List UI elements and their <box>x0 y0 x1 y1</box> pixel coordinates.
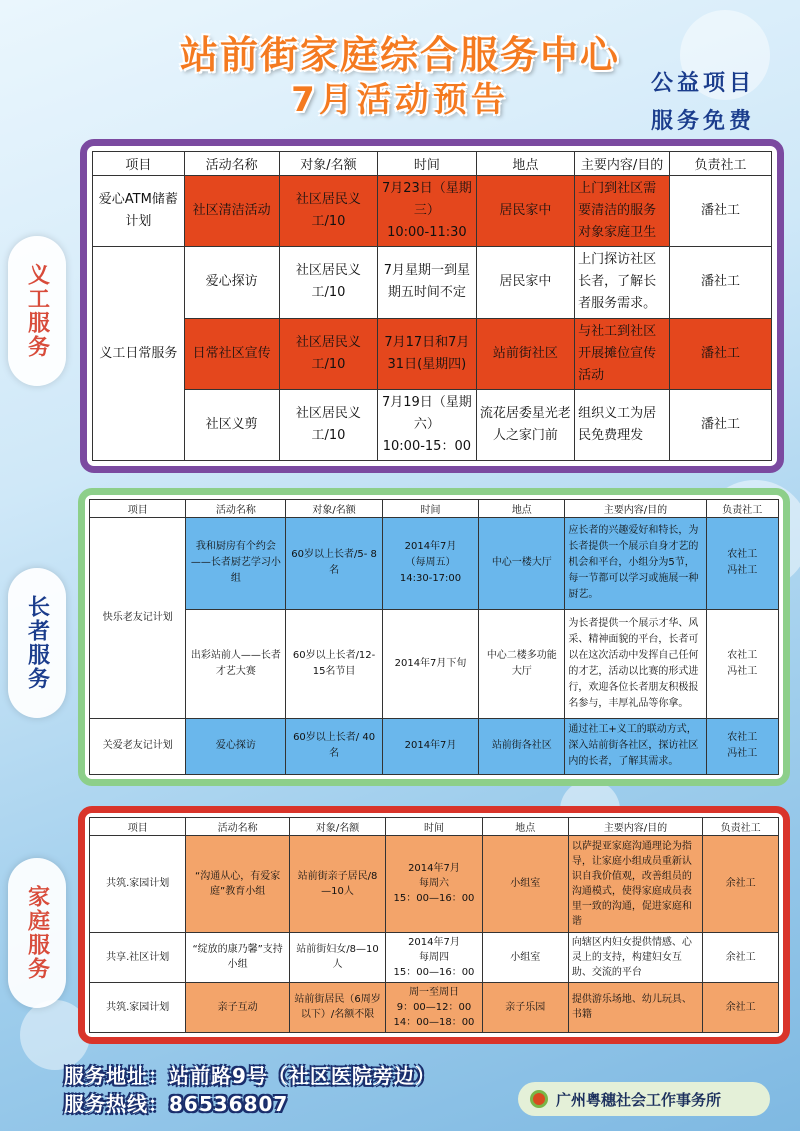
table-row <box>93 247 772 318</box>
family-section-label: 家庭服务 <box>8 858 66 1008</box>
content-cell: 组织义工为居民免费理发 <box>575 389 670 460</box>
place-cell: 流花居委星光老人之家门前 <box>476 389 574 460</box>
project-cell: 共筑.家园计划 <box>90 836 186 933</box>
activity-cell: 日常社区宣传 <box>184 318 279 389</box>
target-cell: 60岁以上长者/12-15名节目 <box>286 609 382 718</box>
family-table <box>89 817 779 1033</box>
target-cell: 站前街亲子居民/8—10人 <box>289 836 385 933</box>
table-row <box>90 518 779 610</box>
staff-cell: 潘社工 <box>670 176 772 247</box>
col-header-content: 主要内容/目的 <box>568 818 702 836</box>
activity-cell: 社区义剪 <box>184 389 279 460</box>
col-header-place: 地点 <box>482 818 568 836</box>
time-cell: 7月19日（星期六） 10:00-15：00 <box>378 389 476 460</box>
time-cell: 7月星期一到星期五时间不定 <box>378 247 476 318</box>
col-header-target: 对象/名额 <box>279 152 377 176</box>
place-cell: 小组室 <box>482 932 568 982</box>
staff-cell: 余社工 <box>703 982 779 1032</box>
table-row <box>90 609 779 718</box>
time-cell: 周一至周日 9：00—12：00 14：00—18：00 <box>386 982 482 1032</box>
target-cell: 社区居民义工/10 <box>279 318 377 389</box>
target-cell: 社区居民义工/10 <box>279 389 377 460</box>
col-header-time: 时间 <box>382 500 478 518</box>
content-cell: 上门到社区需要清洁的服务对象家庭卫生 <box>575 176 670 247</box>
col-header-project: 项目 <box>90 500 186 518</box>
staff-cell: 潘社工 <box>670 389 772 460</box>
organization-name: 广州粤穗社会工作事务所 <box>556 1090 722 1109</box>
table-row <box>90 836 779 933</box>
content-cell: 与社工到社区开展摊位宣传活动 <box>575 318 670 389</box>
target-cell: 站前街居民（6周岁以下）/名额不限 <box>289 982 385 1032</box>
staff-cell: 潘社工 <box>670 318 772 389</box>
col-header-activity: 活动名称 <box>186 818 289 836</box>
time-cell: 2014年7月 （每周五） 14:30-17:00 <box>382 518 478 610</box>
elderly-table <box>89 499 779 775</box>
activity-cell: 爱心探访 <box>186 718 286 774</box>
service-hotline: 服务热线：86536807 <box>64 1092 289 1116</box>
content-cell: 上门探访社区长者，了解长者服务需求。 <box>575 247 670 318</box>
col-header-target: 对象/名额 <box>286 500 382 518</box>
volunteer-table-frame <box>80 139 784 473</box>
place-cell: 中心一楼大厅 <box>479 518 565 610</box>
col-header-staff: 负责社工 <box>706 500 778 518</box>
time-cell: 2014年7月 每周四 15：00—16：00 <box>386 932 482 982</box>
table-row <box>93 389 772 460</box>
elderly-table-frame <box>78 488 790 786</box>
time-cell: 2014年7月 每周六 15：00—16：00 <box>386 836 482 933</box>
staff-cell: 农社工 冯社工 <box>706 518 778 610</box>
content-cell: 向辖区内妇女提供情感、心灵上的支持，构建妇女互助、交流的平台 <box>568 932 702 982</box>
target-cell: 60岁以上长者/5- 8 名 <box>286 518 382 610</box>
page-subtitle: 7月活动预告 <box>291 80 509 120</box>
organization-logo-icon <box>530 1090 548 1108</box>
col-header-time: 时间 <box>378 152 476 176</box>
project-cell: 共筑.家园计划 <box>90 982 186 1032</box>
elderly-section-label: 长者服务 <box>8 568 66 718</box>
col-header-time: 时间 <box>386 818 482 836</box>
content-cell: 通过社工+义工的联动方式，深入站前街各社区，探访社区内的长者，了解其需求。 <box>565 718 706 774</box>
slogan-public-welfare: 公益项目 <box>650 71 755 96</box>
volunteer-section-label: 义工服务 <box>8 236 66 386</box>
table-row <box>93 176 772 247</box>
place-cell: 站前街各社区 <box>479 718 565 774</box>
col-header-staff: 负责社工 <box>670 152 772 176</box>
col-header-activity: 活动名称 <box>184 152 279 176</box>
slogan-free-service: 服务免费 <box>650 109 755 134</box>
service-address: 服务地址：站前路9号（社区医院旁边） <box>64 1064 436 1088</box>
activity-cell: 亲子互动 <box>186 982 289 1032</box>
col-header-content: 主要内容/目的 <box>565 500 706 518</box>
time-cell: 7月17日和7月31日(星期四) <box>378 318 476 389</box>
table-row <box>93 318 772 389</box>
target-cell: 站前街妇女/8—10人 <box>289 932 385 982</box>
project-cell: 义工日常服务 <box>93 247 185 461</box>
content-cell: 提供游乐场地、幼儿玩具、书籍 <box>568 982 702 1032</box>
activity-cell: 社区清洁活动 <box>184 176 279 247</box>
project-cell: 关爱老友记计划 <box>90 718 186 774</box>
col-header-project: 项目 <box>90 818 186 836</box>
place-cell: 亲子乐园 <box>482 982 568 1032</box>
staff-cell: 余社工 <box>703 932 779 982</box>
place-cell: 居民家中 <box>476 247 574 318</box>
col-header-activity: 活动名称 <box>186 500 286 518</box>
staff-cell: 农社工 冯社工 <box>706 718 778 774</box>
staff-cell: 余社工 <box>703 836 779 933</box>
activity-cell: “绽放的康乃馨”支持小组 <box>186 932 289 982</box>
target-cell: 社区居民义工/10 <box>279 247 377 318</box>
activity-cell: 出彩站前人——长者才艺大赛 <box>186 609 286 718</box>
place-cell: 中心二楼多功能大厅 <box>479 609 565 718</box>
family-table-frame <box>78 806 790 1044</box>
col-header-place: 地点 <box>479 500 565 518</box>
place-cell: 站前街社区 <box>476 318 574 389</box>
page-title: 站前街家庭综合服务中心 <box>179 33 620 77</box>
staff-cell: 农社工 冯社工 <box>706 609 778 718</box>
place-cell: 居民家中 <box>476 176 574 247</box>
project-cell: 共享.社区计划 <box>90 932 186 982</box>
table-row <box>90 932 779 982</box>
project-cell: 爱心ATM储蓄计划 <box>93 176 185 247</box>
col-header-place: 地点 <box>476 152 574 176</box>
time-cell: 2014年7月 <box>382 718 478 774</box>
time-cell: 2014年7月下旬 <box>382 609 478 718</box>
target-cell: 社区居民义工/10 <box>279 176 377 247</box>
activity-cell: “沟通从心，有爱家庭”教育小组 <box>186 836 289 933</box>
content-cell: 以萨提亚家庭沟通理论为指导，让家庭小组成员重新认识自我价值观，改善组员的沟通模式，使得家庭成员表里一致的沟通，促进家庭和谐 <box>568 836 702 933</box>
organization-badge <box>518 1082 770 1116</box>
table-row <box>90 982 779 1032</box>
activity-cell: 我和厨房有个约会——长者厨艺学习小组 <box>186 518 286 610</box>
col-header-target: 对象/名额 <box>289 818 385 836</box>
staff-cell: 潘社工 <box>670 247 772 318</box>
table-row <box>90 718 779 774</box>
place-cell: 小组室 <box>482 836 568 933</box>
col-header-project: 项目 <box>93 152 185 176</box>
activity-cell: 爱心探访 <box>184 247 279 318</box>
content-cell: 应长者的兴趣爱好和特长，为长者提供一个展示自身才艺的机会和平台，小组分为5节，每一节都可以学习或施展一种厨艺。 <box>565 518 706 610</box>
col-header-content: 主要内容/目的 <box>575 152 670 176</box>
time-cell: 7月23日（星期三） 10:00-11:30 <box>378 176 476 247</box>
volunteer-table <box>92 151 772 461</box>
content-cell: 为长者提供一个展示才华、风采、精神面貌的平台，长者可以在这次活动中发挥自己任何的才艺，活动以比赛的形式进行，欢迎各位长者朋友积极报名参与，丰厚礼品等你拿。 <box>565 609 706 718</box>
col-header-staff: 负责社工 <box>703 818 779 836</box>
target-cell: 60岁以上长者/ 40 名 <box>286 718 382 774</box>
project-cell: 快乐老友记计划 <box>90 518 186 719</box>
